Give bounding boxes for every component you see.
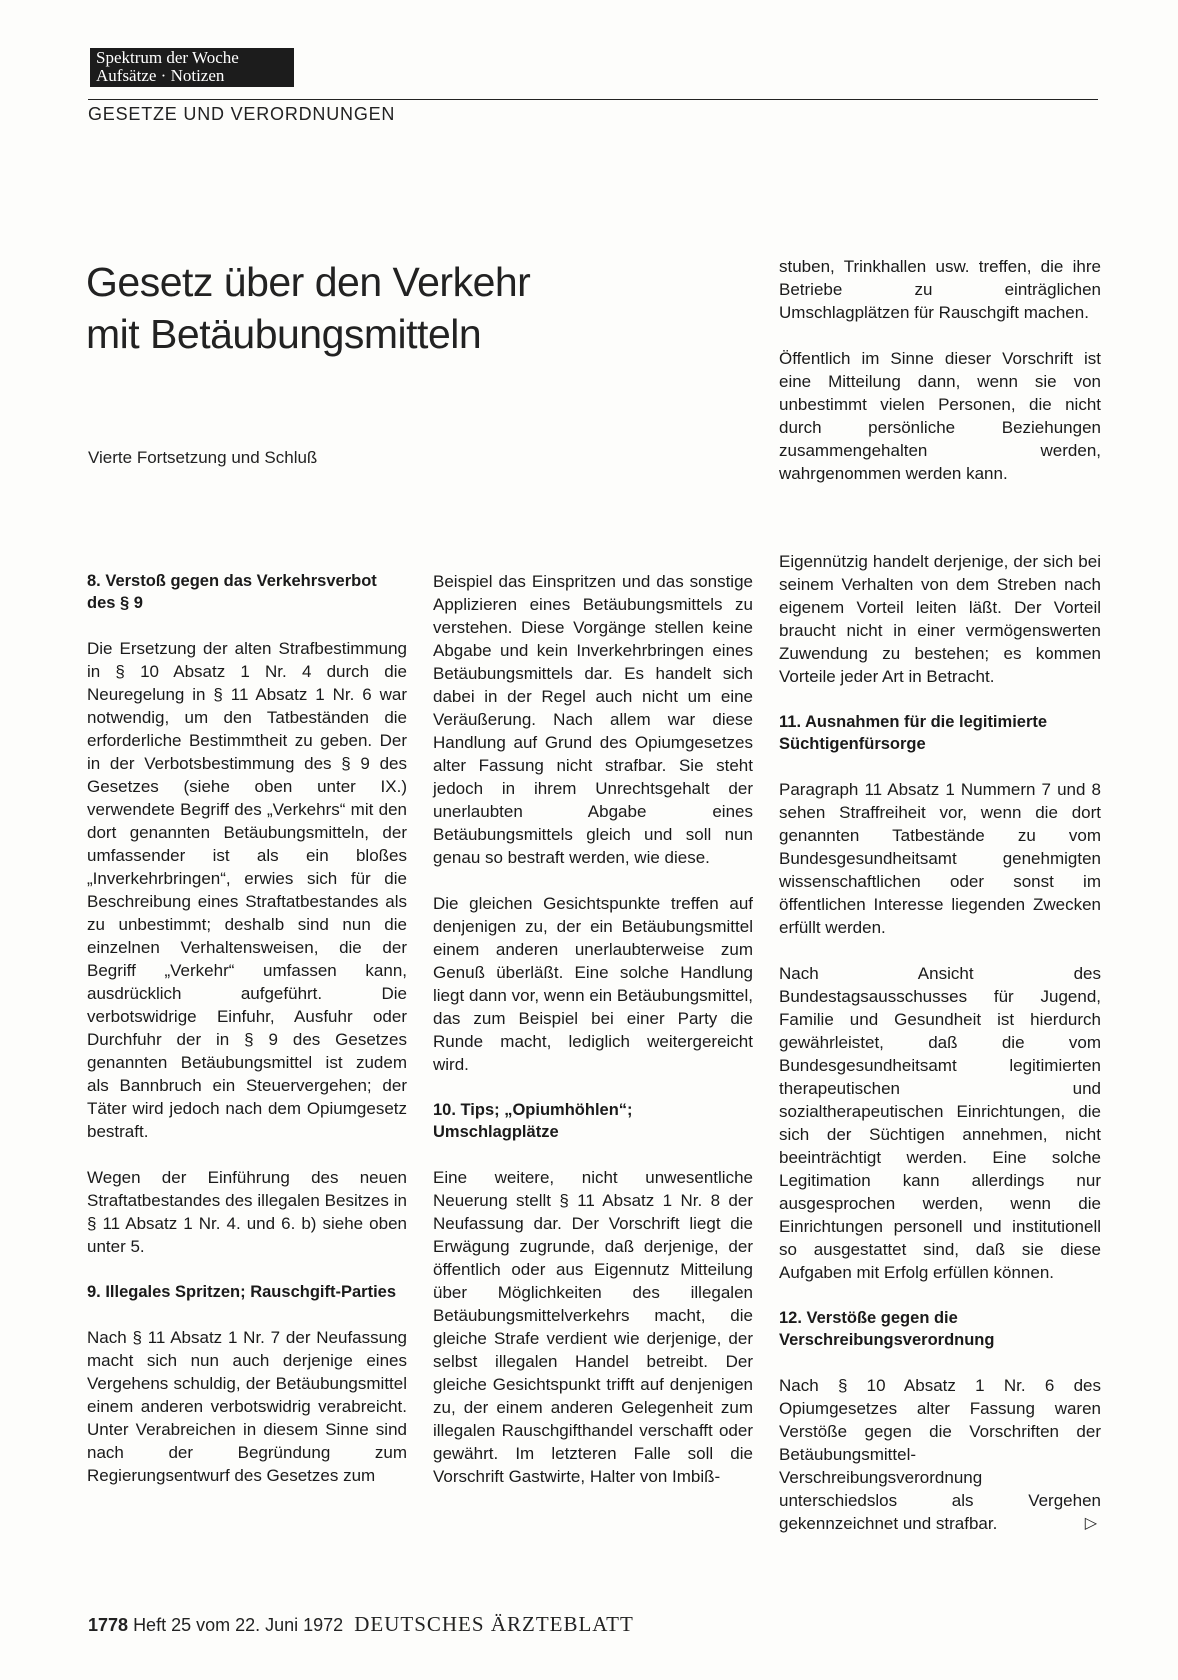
paragraph: Wegen der Einführung des neuen Straftatbestandes des illegalen Besitzes in § 11 Absatz 1 Nr. 4. und 6. b) siehe oben unter 5. [87, 1168, 407, 1256]
issue-info: Heft 25 vom 22. Juni 1972 [133, 1615, 344, 1635]
section-badge [90, 48, 294, 87]
page-footer [88, 1612, 634, 1637]
paragraph: Die Ersetzung der alten Strafbestimmung in § 10 Absatz 1 Nr. 4 durch die Neuregelung in § 11 Absatz 1 Nr. 6 war notwendig, um den Tatbeständen die erforderliche Bestimmtheit zu geben. Der in der Verbotsbestimmung des § 9 des Gesetzes (siehe oben unter IX.) verwendete Begriff des „Verkehrs“ mit den dort genannten Betäubungsmitteln, der umfassender ist als ein bloßes „Inverkehrbringen“, erwies sich für die Beschreibung eines Straftatbestandes als zu unbestimmt; deshalb sind nun die einzelnen Verhaltensweisen, die der Begriff „Verkehr“ umfassen kann, ausdrücklich aufgeführt. Die verbotswidrige Einfuhr, Ausfuhr oder Durchfuhr der in § 9 des Gesetzes genannten Betäubungsmittel ist zudem als Bannbruch ein Steuervergehen; der Täter wird jedoch nach dem Opiumgesetz bestraft. [87, 639, 407, 1141]
heading-9: 9. Illegales Spritzen; Rauschgift-Parties [87, 1283, 397, 1301]
paragraph: Öffentlich im Sinne dieser Vorschrift ist eine Mitteilung dann, wenn sie von unbestimmt vielen Personen, die nicht durch persönliche Beziehungen zusammengehalten werden, wahrgenommen werden kann. [779, 349, 1101, 483]
paragraph: stuben, Trinkhallen usw. treffen, die ihre Betriebe zu einträglichen Umschlagplätzen für Rauschgift machen. [779, 257, 1101, 322]
header-rule [88, 99, 1098, 100]
column-3 [779, 550, 1101, 1558]
section-title: GESETZE UND VERORDNUNGEN [88, 104, 396, 124]
article-subtitle: Vierte Fortsetzung und Schluß [88, 448, 318, 467]
paragraph: Nach Ansicht des Bundestagsausschusses für Jugend, Familie und Gesundheit ist hierdurch gewährleistet, daß die vom Bundesgesundheitsamt legitimierten therapeutischen und sozialtherapeutischen Einrichtungen, die sich der Süchtigen annehmen, nicht beeinträchtigt werden. Eine solche Legitimation kann allerdings nur ausgesprochen werden, wenn die Einrichtungen personell und institutionell so ausgestattet sind, daß sie diese Aufgaben mit Erfolg erfüllen können. [779, 964, 1101, 1282]
paragraph: Die gleichen Gesichtspunkte treffen auf denjenigen zu, der ein Betäubungsmittel einem anderen unerlaubterweise zum Genuß überläßt. Eine solche Handlung liegt dann vor, wenn ein Betäubungsmittel, das zum Beispiel bei einer Party die Runde macht, lediglich weitergereicht wird. [433, 894, 753, 1074]
paragraph-last [779, 1374, 1101, 1535]
paragraph: Eine weitere, nicht unwesentliche Neuerung stellt § 11 Absatz 1 Nr. 8 der Neufassung dar. Der Vorschrift liegt die Erwägung zugrunde, daß derjenige, der öffentlich oder aus Eigennutz Mitteilung über Möglichkeiten des illegalen Betäubungsmittelverkehrs macht, die gleiche Strafe verdient wie derjenige, der selbst illegalen Handel betreibt. Der gleiche Gesichtspunkt trifft auf denjenigen zu, der einem anderen Gelegenheit zum illegalen Rauschgifthandel verschafft oder gewährt. Im letzteren Falle soll die Vorschrift Gastwirte, Halter von Imbiß- [433, 1168, 753, 1486]
heading-11: 11. Ausnahmen für die legitimierte Süchtigenfürsorge [779, 713, 1048, 753]
paragraph: Eigennützig handelt derjenige, der sich bei seinem Verhalten von dem Streben nach eigenem Vorteil leiten läßt. Der Vorteil braucht nicht in einer vermögenswerten Zuwendung zu bestehen; es kommen Vorteile jeder Art in Betracht. [779, 552, 1101, 686]
badge-line-1: Spektrum der Woche [96, 48, 239, 67]
magazine-name: DEUTSCHES ÄRZTEBLATT [354, 1612, 634, 1636]
heading-10: 10. Tips; „Opiumhöhlen“; Umschlagplätze [433, 1101, 633, 1141]
badge-line-2: Aufsätze · Notizen [96, 66, 225, 85]
heading-8: 8. Verstoß gegen das Verkehrsverbot des § 9 [87, 572, 377, 612]
column-3-top [779, 255, 1101, 508]
paragraph-text: Nach § 10 Absatz 1 Nr. 6 des Opiumgesetzes alter Fassung waren Verstöße gegen die Vorschriften der Betäubungsmittel-Verschreibungsverordnung unterschiedslos als Vergehen gekennzeichnet und strafbar. [779, 1376, 1101, 1533]
article-title: Gesetz über den Verkehr mit Betäubungsmitteln [86, 259, 531, 357]
heading-12: 12. Verstöße gegen die Verschreibungsverordnung [779, 1309, 995, 1349]
column-1 [87, 570, 407, 1510]
paragraph: Nach § 11 Absatz 1 Nr. 7 der Neufassung macht sich nun auch derjenige eines Vergehens schuldig, der Betäubungsmittel einem anderen verbotswidrig verabreicht. Unter Verabreichen in diesem Sinne sind nach der Begründung zum Regierungsentwurf des Gesetzes zum [87, 1328, 407, 1485]
column-2 [433, 570, 753, 1511]
paragraph: Beispiel das Einspritzen und das sonstige Applizieren eines Betäubungsmittels zu verstehen. Diese Vorgänge stellen keine Abgabe und kein Inverkehrbringen eines Betäubungsmittels dar. Es handelt sich dabei in der Regel auch nicht um eine Veräußerung. Nach allem war diese Handlung auf Grund des Opiumgesetzes alter Fassung nicht strafbar. Sie steht jedoch in ihrem Unrechtsgehalt der unerlaubten Abgabe eines Betäubungsmittels gleich und soll nun genau so bestraft werden, wie diese. [433, 572, 753, 867]
continue-triangle-icon: ▷ [1084, 1515, 1097, 1532]
page-number: 1778 [88, 1615, 129, 1635]
paragraph: Paragraph 11 Absatz 1 Nummern 7 und 8 sehen Straffreiheit vor, wenn die dort genannten Tatbestände zu vom Bundesgesundheitsamt genehmigten wissenschaftlichen oder sonst im öffentlichen Interesse liegenden Zwecken erfüllt werden. [779, 780, 1101, 937]
